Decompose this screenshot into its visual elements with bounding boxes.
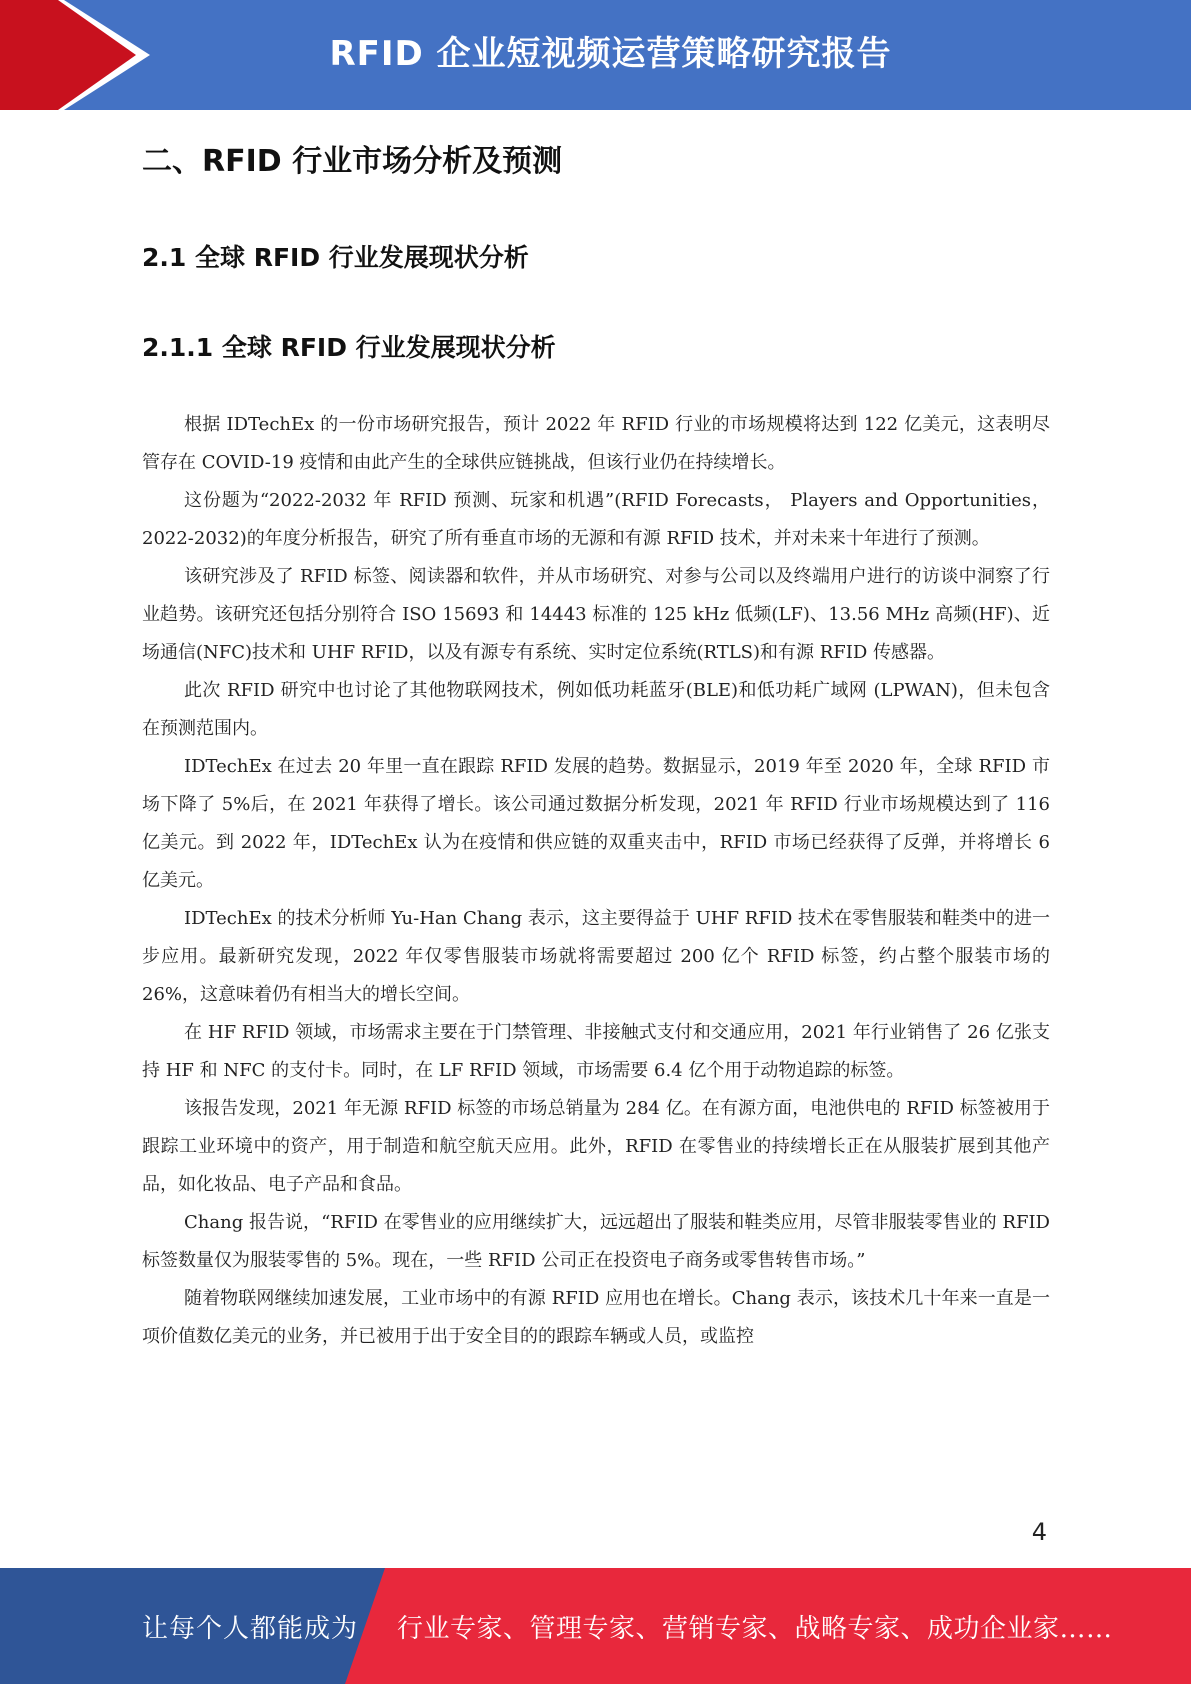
paragraph: 这份题为“2022-2032 年 RFID 预测、玩家和机遇”(RFID Forecasts， Players and Opportunities， 2022-2032)的年度分析报告，研究了所有垂直市场的无源和有源 RFID 技术，并对未来十年进行了预测。 (142, 490, 1050, 549)
body-text (142, 406, 1050, 1356)
section-heading: 二、RFID 行业市场分析及预测 (142, 144, 563, 179)
paragraph: Chang 报告说，“RFID 在零售业的应用继续扩大，远远超出了服装和鞋类应用，尽管非服装零售业的 RFID 标签数量仅为服装零售的 5%。现在，一些 RFID 公司正在投资电子商务或零售转售市场。” (142, 1212, 1050, 1271)
sub-subsection-heading: 2.1.1 全球 RFID 行业发展现状分析 (142, 333, 556, 362)
paragraph: IDTechEx 的技术分析师 Yu-Han Chang 表示，这主要得益于 UHF RFID 技术在零售服装和鞋类中的进一步应用。最新研究发现，2022 年仅零售服装市场就将需要超过 200 亿个 RFID 标签，约占整个服装市场的 26%，这意味着仍有相当大的增长空间。 (142, 908, 1050, 1005)
header-banner (0, 0, 1191, 110)
subsection-heading: 2.1 全球 RFID 行业发展现状分析 (142, 243, 529, 272)
footer-slogan-left: 让每个人都能成为 (142, 1614, 359, 1644)
paragraph: 该研究涉及了 RFID 标签、阅读器和软件，并从市场研究、对参与公司以及终端用户进行的访谈中洞察了行业趋势。该研究还包括分别符合 ISO 15693 和 14443 标准的 125 kHz 低频(LF)、13.56 MHz 高频(HF)、近场通信(NFC)技术和 UHF RFID，以及有源专有系统、实时定位系统(RTLS)和有源 RFID 传感器。 (142, 566, 1050, 663)
page-content (142, 130, 1050, 1356)
paragraph: 在 HF RFID 领域，市场需求主要在于门禁管理、非接触式支付和交通应用，2021 年行业销售了 26 亿张支持 HF 和 NFC 的支付卡。同时，在 LF RFID 领域，市场需要 6.4 亿个用于动物追踪的标签。 (142, 1022, 1050, 1081)
report-title: RFID 企业短视频运营策略研究报告 (329, 34, 892, 74)
paragraph: 根据 IDTechEx 的一份市场研究报告，预计 2022 年 RFID 行业的市场规模将达到 122 亿美元，这表明尽管存在 COVID-19 疫情和由此产生的全球供应链挑战，但该行业仍在持续增长。 (142, 414, 1050, 473)
paragraph: 此次 RFID 研究中也讨论了其他物联网技术，例如低功耗蓝牙(BLE)和低功耗广域网 (LPWAN)，但未包含在预测范围内。 (142, 680, 1050, 739)
footer-banner (0, 1568, 1191, 1684)
footer-slogan-right: 行业专家、管理专家、营销专家、战略专家、成功企业家…… (397, 1614, 1113, 1644)
paragraph: IDTechEx 在过去 20 年里一直在跟踪 RFID 发展的趋势。数据显示，2019 年至 2020 年，全球 RFID 市场下降了 5%后，在 2021 年获得了增长。该公司通过数据分析发现，2021 年 RFID 行业市场规模达到了 116 亿美元。到 2022 年，IDTechEx 认为在疫情和供应链的双重夹击中，RFID 市场已经获得了反弹，并将增长 6 亿美元。 (142, 756, 1050, 891)
paragraph: 随着物联网继续加速发展，工业市场中的有源 RFID 应用也在增长。Chang 表示，该技术几十年来一直是一项价值数亿美元的业务，并已被用于出于安全目的的跟踪车辆或人员，或监控 (142, 1288, 1050, 1347)
paragraph: 该报告发现，2021 年无源 RFID 标签的市场总销量为 284 亿。在有源方面，电池供电的 RFID 标签被用于跟踪工业环境中的资产，用于制造和航空航天应用。此外，RFID 在零售业的持续增长正在从服装扩展到其他产品，如化妆品、电子产品和食品。 (142, 1098, 1050, 1195)
page-number: 4 (1031, 1518, 1047, 1546)
